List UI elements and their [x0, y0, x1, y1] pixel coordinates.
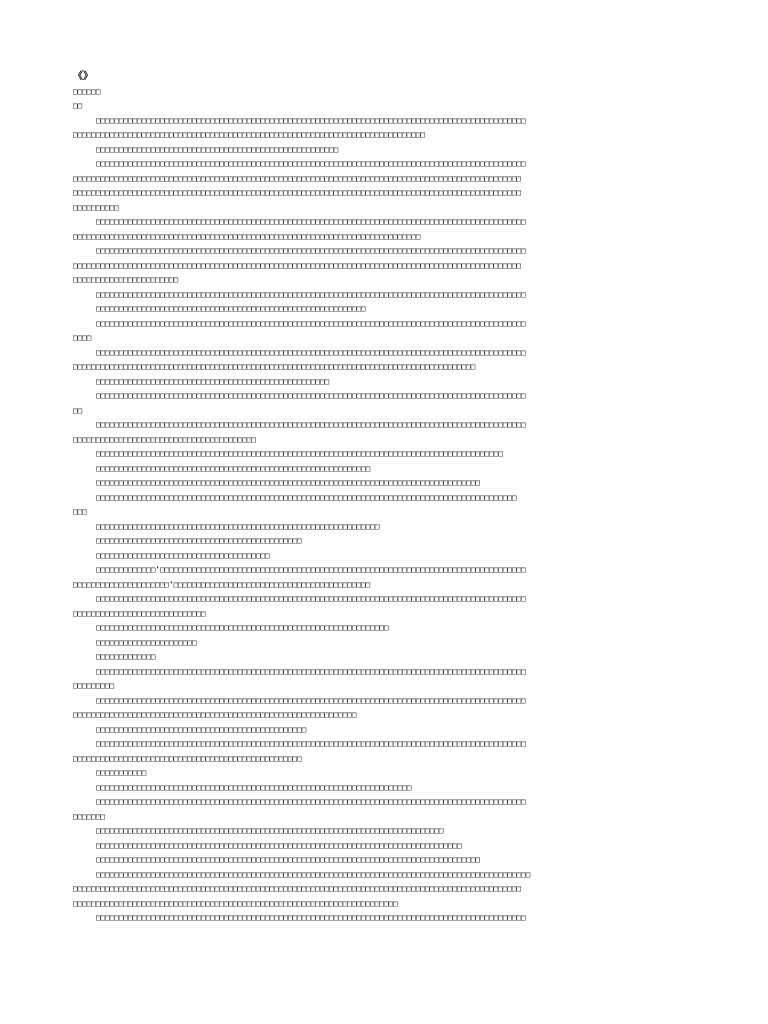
document-text-line: □□□ — [73, 507, 87, 516]
document-text-line: □□□□□□□□□□□□□□□□□□□□□□□□□□□□□□□□□□□□□□□□□□□□□□□□□□□□□□□□□□□□□□□□□□□□□□□□□□□□ — [96, 826, 444, 835]
document-text-line: □□□□□□□□□□□□□□□□□□□□□□□□□□□□□□□□□□□□□□□□□□□□□□□□□□□□□□□□□□□□□□□□□□□□□□□□□□□□□□□□□□□□ — [96, 855, 481, 864]
document-text-line: □□□□□□ — [73, 86, 101, 96]
document-text-line: □□□□□□□□□□□□□□□□□□□□□□□□□□□□□□□□□□□□□□□□ — [73, 434, 256, 444]
document-text-line: □□□□□□□□□□□□□□□□□□□□□□□□□□□□□□□□□□□□□□□□□□□□□□□□□□□□□□□□□□□□□□□□□□□□□□□□□□□□□□□□□□□□□□□□□□□□□□ — [96, 739, 526, 748]
document-text-line: □□□□□□□□□□□□□□□□□□□□□□□□□□□□□□□□□□□□□□□□□□□□□□□□□□□□□□□□□□□□□□□□ — [96, 623, 389, 632]
document-text-line: □□□□□□□□□□□□□□□□□□□□□□□□□□□□□□□□□□□□□□□□□□□□□□□□□□□□□□□□□□□□□□□□□□□□□□□□□□□□□□□□ — [96, 840, 462, 850]
document-text-line: □□□□□□□□□□□□□□□□□□□□□□□□□□□□□□□□□□□□□□□□□□□□□□□□□□□□□□□□□□□□□□□□□□□□□□□□□□□□□ — [73, 130, 426, 139]
document-text-line: □□□□□□□□□□□□□□□□□□□□□□□□□□□□□□□□□□□□□□□□□□□□□□□□□□□□□□□□□□□□□□□□□□□□□□□□□□□□□□□□□□□□□□□□□□□□□□□□□□ — [73, 188, 522, 197]
document-text-line: □□□□□□□□□□□□□□□□□□□□□□□□□□□□□□□□□□□□□□□□□□□□□□□□□□□□□□□□□□□□□□□□□□□□□ — [96, 782, 412, 792]
document-text-line: □□□□□□□□□□□□□□□□□□□□□□□□□□□□□□□□□□□□□□□□□□□□□□□□□□□□□□□□□□□□□□□□□□□□□□□□□□□□□□□□□□□□□□□□□□□□□□□ — [96, 869, 531, 879]
document-text-line: □□□□□□□□□□□ — [96, 768, 147, 777]
document-text-line: □□□□□□□□□□□□□ — [96, 652, 156, 661]
document-text-line: □□□□□□□□□□□□□□□□□□□□□□□□□□□□□□□□□□□□□□□□□□□□□□□□□□□□□□□□□□□□□□□□□□□□□□□□□□□□□□□□□□□□□□□□□□□□□□ — [96, 913, 526, 922]
document-text-line: □□□□□□□□□□□□□□□□□□□□□□□□□□□□□□□□□□□□□□□□□□□□□□□□□□□□□□□□□□□□□□□□□□□□□□□□□□□□□□□□□□□□□□□□□□□□□□ — [96, 594, 526, 603]
document-text-line: □□□□□□□□□□□□□□□□□□□□□□□□□□□□□□□□□□□□□□□□□□□□□□□□□□□□□ — [96, 144, 339, 154]
document-page — [73, 70, 703, 926]
document-text-line: □□□□□□□□□□□□□□□□□□□□□‘□□□□□□□□□□□□□□□□□□□□□□□□□□□□□□□□□□□□□□□□□□□ — [73, 579, 371, 589]
document-text-line: □□□□□□□□□□□□□□□□□□□□□□□□□□□□□□□□□□□□□□□□□□□□□□□□□□□□□□□□□□□□□□□□□□□□□□□□□□□□□□□□□□□□□□□□□□□□□□ — [96, 289, 526, 299]
document-text-line: □□□□□□□□□□□□□□□□□□□□□□□□□□□□□□□□□□□□□□□□□□□□□□□□□□□□□□□□□□□□□□□□□□□□□□□□□□□□□□□□□□□□□□□□□□□□□□ — [96, 246, 526, 255]
document-text-line: □□□□□□□□□□□□□□□□□□□□□□□□□□□□□□□□□□□□□□□□□□□□□□□□□□□□□□□□□□□□□□□□□□□□□□□□□□□□□□□□□□□□□□□□□□□□□□ — [96, 115, 526, 125]
document-text-line: □□□□□□□□□□□□□□□□□□□□□□□□□□□□□□□□□□□□□□□□□□□□□□□□□□□□□□□□□□□□□□□□□□□□□□□□□□□□□□□□□□□□□□□□□□□□□□ — [96, 391, 526, 400]
document-text-line: □□□□□□□□□□□□□□□□□□□□□□□□□□□□□□□□□□□□□□□□□□□□□□□□□□□□□□□□□□□□□□□□□□□□□□□□□□□□□□□□□□□□□□□□□□□□□□ — [96, 695, 526, 705]
document-text-line: □□□□□□□□□□□□□□□□□□□□□□□□□□□□□□□□□□□□□□□□□□□□□□□□□□□□□□□□□□□□□□□□□□□□□□□□□□□□□□□□□□□□□□□□□□□□□□□□□□ — [73, 884, 522, 893]
document-text-line: □□□□□□□□□□□□□□□□□□□□□□□□□□□□□□□□□□□□□□□□□□□□□□□□□□□□□□□□□□□□□□□□□□□□□□□□□□□□□□□□□□□□□□□□□□□□□□ — [96, 159, 526, 168]
document-text-line: □□□□□□□□□□□□□□□□□□□□□□□□□□□□□□□□□□□□□□□□□□□□□□ — [96, 724, 307, 734]
document-text-line: □□□□□□□□□□□□□□□□□□□□□□□□□□□□□□□□□□□□□□□□□□□□□□□□□□ — [73, 753, 302, 763]
document-text-line: □□□□□□□□□□□□□□□□□□□□□□□□□□□□□□□□□□□□□□□□□□□□□□□□□□□□□□□□□□□□□□□□□□□□□□□□□□□□□□□□□□□□□□□□□ — [96, 449, 503, 458]
document-text-line: □□□□□□□□□□□□□□□□□□□□□□□□□□□□□□□□□□□□□□ — [96, 550, 270, 560]
document-text-line: □□□□□□□□□□□□□□□□□□□□□□□□□□□□□□□□□□□□□□□□□□□□□ — [96, 536, 302, 545]
document-text-line: □□□□□□□ — [73, 811, 106, 821]
document-text-line: □□□□ — [73, 333, 92, 342]
document-title: 《》 — [73, 71, 93, 82]
document-text-line: □□□□□□□□□□□□□□□□□□□□□□□□□□□□□□□□□□□□□□□□□□□□□□□□□□□□□□□□□□□□□□□□□□□□□□□□□□□□□□□□□□□□□□□□□□□□□□□□□□ — [73, 260, 522, 270]
document-text-line: □□□□□□□□□□□□□□□□□□□□□□□□□□□□□□□□□□□□□□□□□□□□□□□□□□□□□□□□□□□□□□□□□□□□□□□□□□□□□□□□□□□□□□□□ — [73, 362, 476, 371]
document-text-line: □□□□□□□□□□□□□□□□□□□□□□□□□□□□□□□□□□□□□□□□□□□□□□□□□□□□□□□□□□□□□□□□□□□□□□□□□□□□□□□□□□□□□□□□□□□□□□ — [96, 797, 526, 806]
document-text-line: □□□□□□□□□□□□□□□□□□□□□□□□□□□□□□□□□□□□□□□□□□□□□□□□□□□ — [96, 376, 330, 386]
document-text-line: □□□□□□□□□□□□□□□□□□□□□□□□□□□□□□□□□□□□□□□□□□□□□□□□□□□□□□□□□□□□□□□□□□□□□□□□□□□□□□□□□□□□□□□□□□□□□□ — [96, 347, 526, 357]
document-text-line: □□□□□□□□□□□□□□□□□□□□□□□□□□□□□ — [73, 608, 206, 618]
document-text-line: □□□□□□□□□□ — [73, 202, 119, 212]
document-text-line: □□□□□□□□□□□□□□□□□□□□□□□□□□□□□□□□□□□□□□□□□□□□□□□□□□□□□□□□□□□□□□□□□□□□□□□□□□□□□□□□□□□□□□□□□□□□□□ — [96, 666, 526, 676]
document-text-line: □□ — [73, 405, 83, 415]
document-text-line: □□□□□□□□□□□□□□□□□□□□□□ — [96, 637, 197, 647]
document-text-line: □□□□□□□□□□□□□□□□□□□□□□□□□□□□□□□□□□□□□□□□□□□□□□□□□□□□□□□□□□□□□□□□□□□□□□□□□□□□□□□□□□□□□□□□□□□□□□ — [96, 217, 526, 226]
document-text-line: □□□□□□□□□ — [73, 681, 115, 690]
document-text-line: □□□□□□□□□□□□□□□□□□□□□□□□□□□□□□□□□□□□□□□□□□□□□□□□□□□□□□□□□□□□□□ — [73, 710, 357, 719]
document-text-line: □□□□□□□□□□□□□□□□□□□□□□□□□□□□□□□□□□□□□□□□□□□□□□□□□□□□□□□□□□□□□□□□□□□□□□□□□□□□ — [73, 231, 421, 241]
document-text-line: □□□□□□□□□□□□□□□□□□□□□□□□□□□□□□□□□□□□□□□□□□□□□□□□□□□□□□□□□□□□□□□□□□□□□□□□□□□□□□□□□□□□□□□□□□□□□□ — [96, 318, 526, 328]
document-text-line: □□ — [73, 101, 83, 110]
document-text-line: □□□□□□□□□□□□□□□□□□□□□□□□□□□□□□□□□□□□□□□□□□□□□□□□□□□□□□□□□□□□ — [96, 463, 371, 473]
document-text-line: □□□□□□□□□□□□□□□□□□□□□□□□□□□□□□□□□□□□□□□□□□□□□□□□□□□□□□□□□□□□□□□□□□□□□□□□□□□□□□□□□□□□ — [96, 478, 481, 487]
document-text-line: □□□□□□□□□□□□□□□□□□□□□□□□□□□□□□□□□□□□□□□□□□□□□□□□□□□□□□□□□□□ — [96, 304, 366, 313]
document-text-line: □□□□□□□□□□□□□□□□□□□□□□□□□□□□□□□□□□□□□□□□□□□□□□□□□□□□□□□□□□□□□□□□□□□□□□□□□□□□□□□□□□□□□□□□□□□□□□□□□□ — [73, 173, 522, 183]
document-text-line: □□□□□□□□□□□□□‘□□□□□□□□□□□□□□□□□□□□□□□□□□□□□□□□□□□□□□□□□□□□□□□□□□□□□□□□□□□□□□□□□□□□□□□□□□□□□□□□ — [96, 565, 526, 574]
document-text-line: □□□□□□□□□□□□□□□□□□□□□□□□□□□□□□□□□□□□□□□□□□□□□□□□□□□□□□□□□□□□□□□□□□□□□□□□□□□□□□□□□□□□□□□□□□□□ — [96, 492, 517, 502]
document-text-line: □□□□□□□□□□□□□□□□□□□□□□□□□□□□□□□□□□□□□□□□□□□□□□□□□□□□□□□□□□□□□□□□□□□□□□□□□□□□□□□□□□□□□□□□□□□□□□ — [96, 420, 526, 429]
document-text-line: □□□□□□□□□□□□□□□□□□□□□□□ — [73, 275, 179, 284]
document-text-line: □□□□□□□□□□□□□□□□□□□□□□□□□□□□□□□□□□□□□□□□□□□□□□□□□□□□□□□□□□□□□□ — [96, 521, 380, 531]
document-text-line: □□□□□□□□□□□□□□□□□□□□□□□□□□□□□□□□□□□□□□□□□□□□□□□□□□□□□□□□□□□□□□□□□□□□□□□ — [73, 898, 398, 908]
